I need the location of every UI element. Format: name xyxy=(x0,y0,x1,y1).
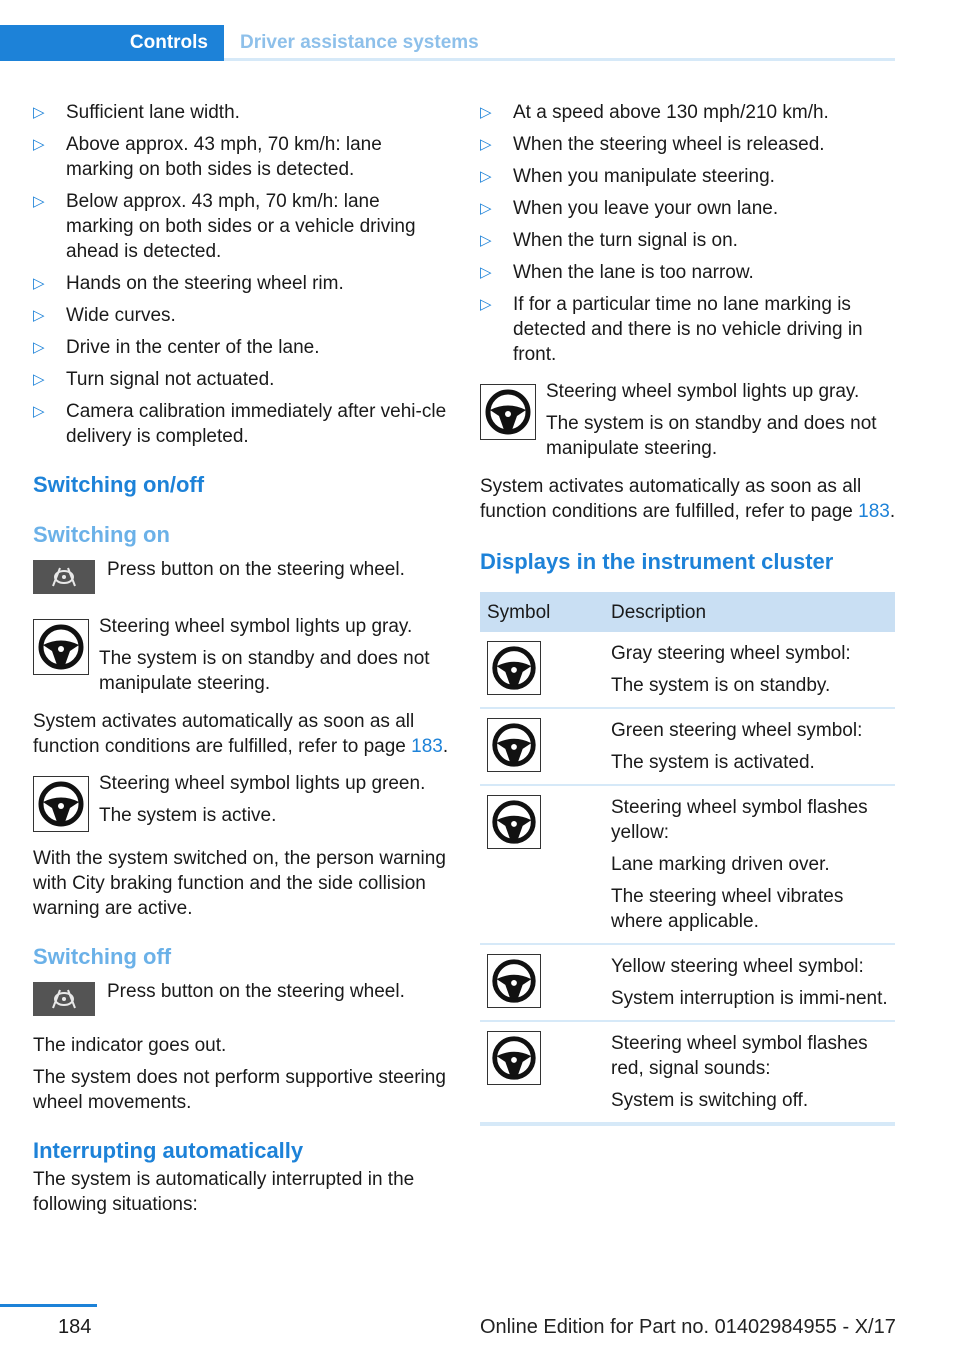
list-item: ▷ Turn signal not actuated. xyxy=(33,369,275,390)
gray-symbol-text: Steering wheel symbol lights up gray. xyxy=(99,616,413,637)
switching-off-heading: Switching off xyxy=(33,944,172,969)
bullet-triangle-icon: ▷ xyxy=(480,200,492,217)
steering-wheel-flashing-red-icon xyxy=(487,1031,541,1085)
page-reference-link[interactable]: 183 xyxy=(411,736,443,757)
symbol-cell xyxy=(480,632,604,708)
description-cell: Steering wheel symbol flashes red, signal sounds: System is switching off. xyxy=(604,1021,895,1124)
bullet-triangle-icon: ▷ xyxy=(480,296,492,313)
standby-text: The system is on standby and does not manipulate steering. xyxy=(546,413,877,459)
list-item: ▷ When the steering wheel is released. xyxy=(480,134,825,155)
list-item: ▷ Wide curves. xyxy=(33,305,176,326)
list-item: ▷ When you leave your own lane. xyxy=(480,198,779,219)
bullet-triangle-icon: ▷ xyxy=(33,104,45,121)
list-item: ▷ When the lane is too narrow. xyxy=(480,262,754,283)
list-item: ▷ Drive in the center of the lane. xyxy=(33,337,320,358)
list-item: ▷ When you manipulate steering. xyxy=(480,166,775,187)
list-item: ▷ Above approx. 43 mph, 70 km/h: lane marking on both sides is detected. xyxy=(33,134,382,180)
right-column xyxy=(480,100,896,1126)
button-row-on xyxy=(33,557,449,603)
bullet-triangle-icon: ▷ xyxy=(33,403,45,420)
symbol-cell xyxy=(480,708,604,785)
left-column xyxy=(33,100,449,1217)
gray-symbol-row xyxy=(33,614,449,698)
no-support-text: The system does not perform supportive steering wheel movements. xyxy=(33,1067,446,1113)
bullet-triangle-icon: ▷ xyxy=(33,136,45,153)
page-number-rule xyxy=(0,1304,97,1307)
page-number: 184 xyxy=(58,1316,92,1338)
activates-paragraph: System activates automatically as soon as all function conditions are fulfilled, refer to page 183. xyxy=(480,476,896,522)
steering-wheel-green-icon xyxy=(487,718,541,772)
press-button-text: Press button on the steering wheel. xyxy=(107,559,405,580)
list-item: ▷ At a speed above 130 mph/210 km/h. xyxy=(480,102,829,123)
list-item: ▷ Below approx. 43 mph, 70 km/h: lane marking on both sides or a vehicle driving ahead is detected. xyxy=(33,191,416,262)
switching-heading: Switching on/off xyxy=(33,472,205,497)
edition-text: Online Edition for Part no. 01402984955 - X/17 xyxy=(480,1316,896,1338)
interrupting-heading: Interrupting automatically xyxy=(33,1138,304,1163)
list-item: ▷ Sufficient lane width. xyxy=(33,102,240,123)
symbol-cell xyxy=(480,1021,604,1124)
description-cell: Yellow steering wheel symbol: System interruption is immi‐nent. xyxy=(604,944,895,1021)
table-row xyxy=(480,632,895,708)
standby-text: The system is on standby and does not manipulate steering. xyxy=(99,648,430,694)
table-row xyxy=(480,944,895,1021)
green-symbol-row xyxy=(33,771,449,831)
switching-on-heading: Switching on xyxy=(33,522,170,547)
activates-paragraph: System activates automatically as soon as all function conditions are fulfilled, refer to page 183. xyxy=(33,711,449,757)
bullet-triangle-icon: ▷ xyxy=(33,307,45,324)
lane-assist-button-icon xyxy=(33,982,95,1016)
section-tab[interactable]: Controls xyxy=(0,25,224,61)
displays-table xyxy=(480,592,895,1126)
steering-wheel-icon xyxy=(33,619,89,675)
table-header-row xyxy=(480,592,895,632)
table-row xyxy=(480,708,895,785)
person-warning-text: With the system switched on, the person warning with City braking function and the side collision warning are active. xyxy=(33,848,446,919)
bullet-triangle-icon: ▷ xyxy=(33,193,45,210)
bullet-triangle-icon: ▷ xyxy=(480,264,492,281)
conditions-list xyxy=(33,100,449,449)
bullet-triangle-icon: ▷ xyxy=(480,168,492,185)
press-button-text: Press button on the steering wheel. xyxy=(107,981,405,1002)
column-header-symbol: Symbol xyxy=(480,592,604,632)
table-row xyxy=(480,785,895,944)
gray-symbol-text: Steering wheel symbol lights up gray. xyxy=(546,381,860,402)
steering-wheel-gray-icon xyxy=(487,641,541,695)
active-text: The system is active. xyxy=(99,805,277,826)
list-item: ▷ If for a particular time no lane marking is detected and there is no vehicle driving in front. xyxy=(480,294,863,365)
steering-wheel-icon xyxy=(480,384,536,440)
interruption-list xyxy=(480,100,896,367)
description-cell: Gray steering wheel symbol: The system is on standby. xyxy=(604,632,895,708)
list-item: ▷ Camera calibration immediately after vehi‐cle delivery is completed. xyxy=(33,401,447,447)
steering-wheel-icon xyxy=(33,776,89,832)
indicator-out-text: The indicator goes out. xyxy=(33,1035,227,1056)
displays-heading: Displays in the instrument cluster xyxy=(480,549,834,574)
bullet-triangle-icon: ▷ xyxy=(480,104,492,121)
steering-wheel-yellow-icon xyxy=(487,954,541,1008)
gray-symbol-row xyxy=(480,379,896,465)
header-divider xyxy=(224,58,895,61)
page-header xyxy=(0,25,895,61)
steering-wheel-flashing-yellow-icon xyxy=(487,795,541,849)
bullet-triangle-icon: ▷ xyxy=(480,232,492,249)
bullet-triangle-icon: ▷ xyxy=(33,275,45,292)
column-header-description: Description xyxy=(604,592,895,632)
description-cell: Green steering wheel symbol: The system is activated. xyxy=(604,708,895,785)
button-row-off xyxy=(33,979,449,1025)
page-reference-link[interactable]: 183 xyxy=(858,501,890,522)
symbol-cell xyxy=(480,944,604,1021)
symbol-cell xyxy=(480,785,604,944)
bullet-triangle-icon: ▷ xyxy=(33,371,45,388)
lane-assist-button-icon xyxy=(33,560,95,594)
bullet-triangle-icon: ▷ xyxy=(33,339,45,356)
table-row xyxy=(480,1021,895,1124)
description-cell: Steering wheel symbol flashes yellow: Lane marking driven over. The steering wheel vibrates where applicable. xyxy=(604,785,895,944)
list-item: ▷ When the turn signal is on. xyxy=(480,230,738,251)
interrupting-text: The system is automatically interrupted in the following situations: xyxy=(33,1169,415,1215)
list-item: ▷ Hands on the steering wheel rim. xyxy=(33,273,344,294)
bullet-triangle-icon: ▷ xyxy=(480,136,492,153)
green-symbol-text: Steering wheel symbol lights up green. xyxy=(99,773,426,794)
chapter-title[interactable]: Driver assistance systems xyxy=(240,32,479,53)
